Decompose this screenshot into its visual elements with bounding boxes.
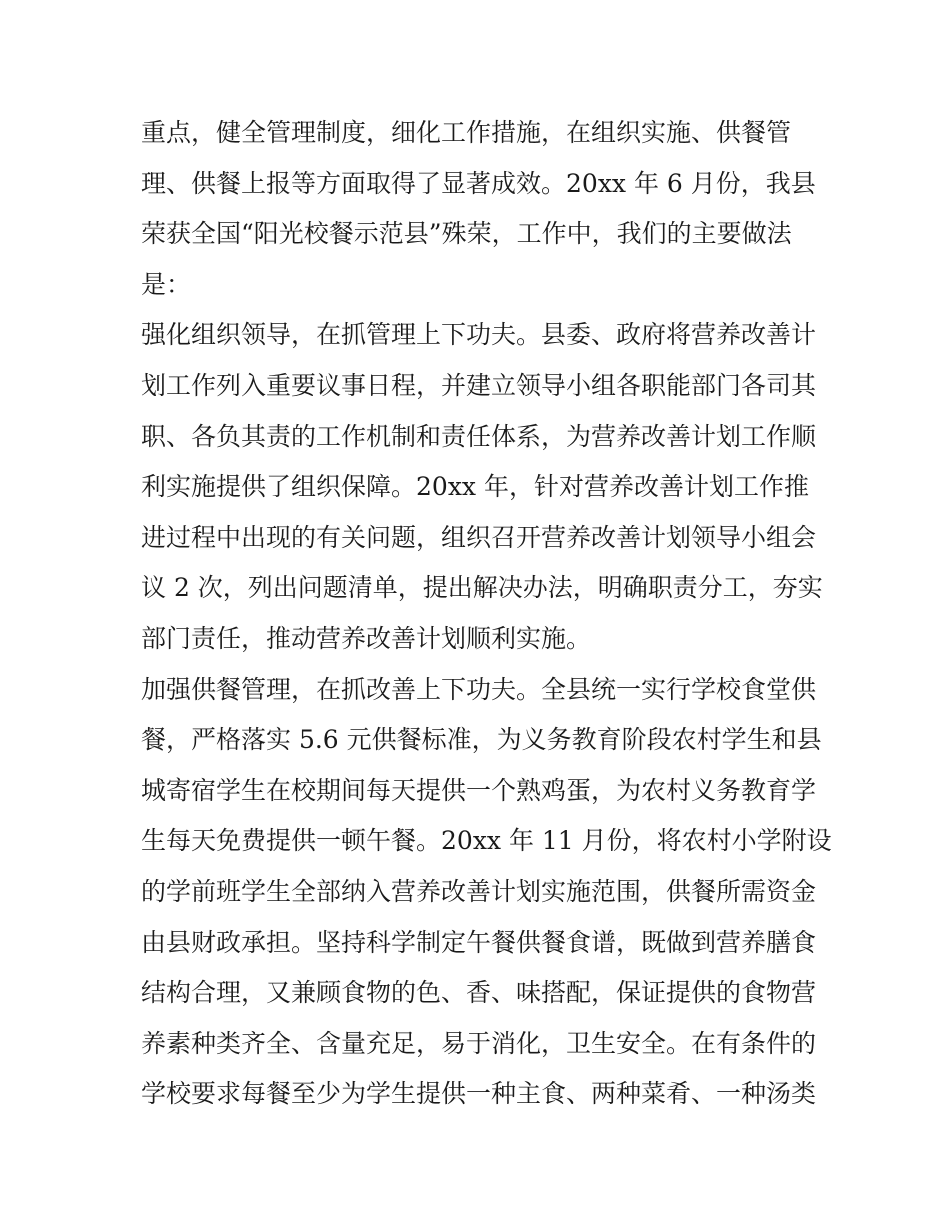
text-line-13: 餐，严格落实 5.6 元供餐标准，为义务教育阶段农村学生和县	[141, 725, 822, 755]
text-line-4: 是：	[141, 269, 192, 299]
text-line-15: 生每天免费提供一顿午餐。20xx 年 11 月份，将农村小学附设	[141, 826, 832, 856]
text-line-19: 养素种类齐全、含量充足，易于消化，卫生安全。在有条件的	[141, 1028, 817, 1058]
text-line-8: 利实施提供了组织保障。20xx 年，针对营养改善计划工作推	[141, 472, 809, 502]
text-line-1: 重点，健全管理制度，细化工作措施，在组织实施、供餐管	[141, 118, 792, 147]
text-line-20: 学校要求每餐至少为学生提供一种主食、两种菜肴、一种汤类	[141, 1079, 817, 1109]
text-line-14: 城寄宿学生在校期间每天提供一个熟鸡蛋，为农村义务教育学	[141, 775, 817, 805]
text-line-6: 划工作列入重要议事日程，并建立领导小组各职能部门各司其	[141, 370, 817, 400]
document-body	[141, 108, 832, 1120]
text-line-2: 理、供餐上报等方面取得了显著成效。20xx 年 6 月份，我县	[141, 168, 816, 198]
text-line-17: 由县财政承担。坚持科学制定午餐供餐食谱，既做到营养膳食	[141, 927, 817, 957]
text-line-16: 的学前班学生全部纳入营养改善计划实施范围，供餐所需资金	[141, 876, 817, 906]
text-line-9: 进过程中出现的有关问题，组织召开营养改善计划领导小组会	[141, 522, 817, 552]
text-line-7: 职、各负其责的工作机制和责任体系，为营养改善计划工作顺	[141, 421, 817, 451]
text-line-12: 加强供餐管理，在抓改善上下功夫。全县统一实行学校食堂供	[141, 674, 817, 704]
text-line-3: 荣获全国“阳光校餐示范县”殊荣，工作中，我们的主要做法	[141, 219, 792, 249]
text-line-10: 议 2 次，列出问题清单，提出解决办法，明确职责分工，夯实	[141, 573, 823, 603]
text-line-11: 部门责任，推动营养改善计划顺利实施。	[141, 623, 592, 653]
text-line-18: 结构合理，又兼顾食物的色、香、味搭配，保证提供的食物营	[141, 978, 817, 1008]
text-line-5: 强化组织领导，在抓管理上下功夫。县委、政府将营养改善计	[141, 320, 817, 350]
